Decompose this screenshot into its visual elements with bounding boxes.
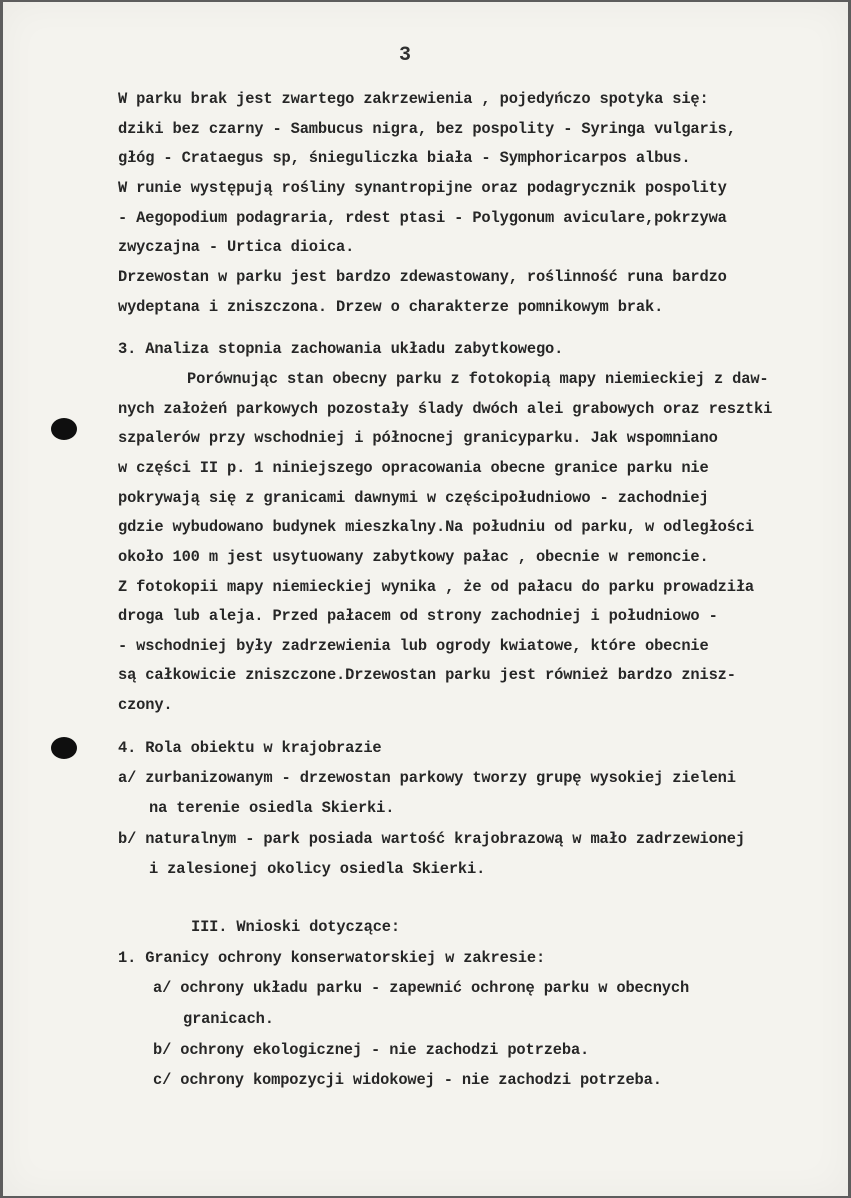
section-heading: 3. Analiza stopnia zachowania układu zabytkowego.	[118, 340, 564, 358]
text-line: nych założeń parkowych pozostały ślady dwóch alei grabowych oraz resztki	[118, 400, 773, 418]
punch-hole	[51, 418, 77, 440]
text-line: b/ naturalnym - park posiada wartość krajobrazową w mało zadrzewionej	[118, 830, 745, 848]
text-line: czony.	[118, 696, 173, 714]
text-line: Porównując stan obecny parku z fotokopią mapy niemieckiej z daw-	[187, 370, 769, 388]
text-line: w części II p. 1 niniejszego opracowania obecne granice parku nie	[118, 459, 709, 477]
text-line: a/ zurbanizowanym - drzewostan parkowy tworzy grupę wysokiej zieleni	[118, 769, 736, 787]
text-line: na terenie osiedla Skierki.	[149, 799, 395, 817]
text-line: Z fotokopii mapy niemieckiej wynika , że od pałacu do parku prowadziła	[118, 578, 755, 596]
page-number: 3	[399, 44, 412, 67]
text-line: około 100 m jest usytuowany zabytkowy pałac , obecnie w remoncie.	[118, 548, 709, 566]
text-line: dziki bez czarny - Sambucus nigra, bez pospolity - Syringa vulgaris,	[118, 120, 736, 138]
text-line: c/ ochrony kompozycji widokowej - nie zachodzi potrzeba.	[153, 1071, 662, 1089]
text-line: - Aegopodium podagraria, rdest ptasi - Polygonum aviculare,pokrzywa	[118, 209, 727, 227]
section-heading: 4. Rola obiektu w krajobrazie	[118, 739, 382, 757]
text-line: pokrywają się z granicami dawnymi w częścipołudniowo - zachodniej	[118, 489, 709, 507]
text-line: i zalesionej okolicy osiedla Skierki.	[149, 860, 486, 878]
text-line: Drzewostan w parku jest bardzo zdewastowany, roślinność runa bardzo	[118, 268, 727, 286]
text-line: są całkowicie zniszczone.Drzewostan parku jest również bardzo znisz-	[118, 666, 736, 684]
text-line: szpalerów przy wschodniej i północnej granicyparku. Jak wspomniano	[118, 429, 718, 447]
document-page	[3, 2, 848, 1196]
text-line: a/ ochrony układu parku - zapewnić ochronę parku w obecnych	[153, 979, 690, 997]
text-line: gdzie wybudowano budynek mieszkalny.Na południu od parku, w odległości	[118, 518, 755, 536]
text-line: - wschodniej były zadrzewienia lub ogrody kwiatowe, które obecnie	[118, 637, 709, 655]
section-heading: III. Wnioski dotyczące:	[191, 918, 400, 936]
text-line: zwyczajna - Urtica dioica.	[118, 238, 355, 256]
text-line: głóg - Crataegus sp, śnieguliczka biała - Symphoricarpos albus.	[118, 149, 691, 167]
text-line: wydeptana i zniszczona. Drzew o charakterze pomnikowym brak.	[118, 298, 664, 316]
text-line: 1. Granicy ochrony konserwatorskiej w zakresie:	[118, 949, 546, 967]
text-line: droga lub aleja. Przed pałacem od strony zachodniej i południowo -	[118, 607, 718, 625]
text-line: W parku brak jest zwartego zakrzewienia , pojedyńczo spotyka się:	[118, 90, 709, 108]
punch-hole	[51, 737, 77, 759]
text-line: b/ ochrony ekologicznej - nie zachodzi potrzeba.	[153, 1041, 590, 1059]
text-line: granicach.	[183, 1010, 274, 1028]
text-line: W runie występują rośliny synantropijne oraz podagrycznik pospolity	[118, 179, 727, 197]
